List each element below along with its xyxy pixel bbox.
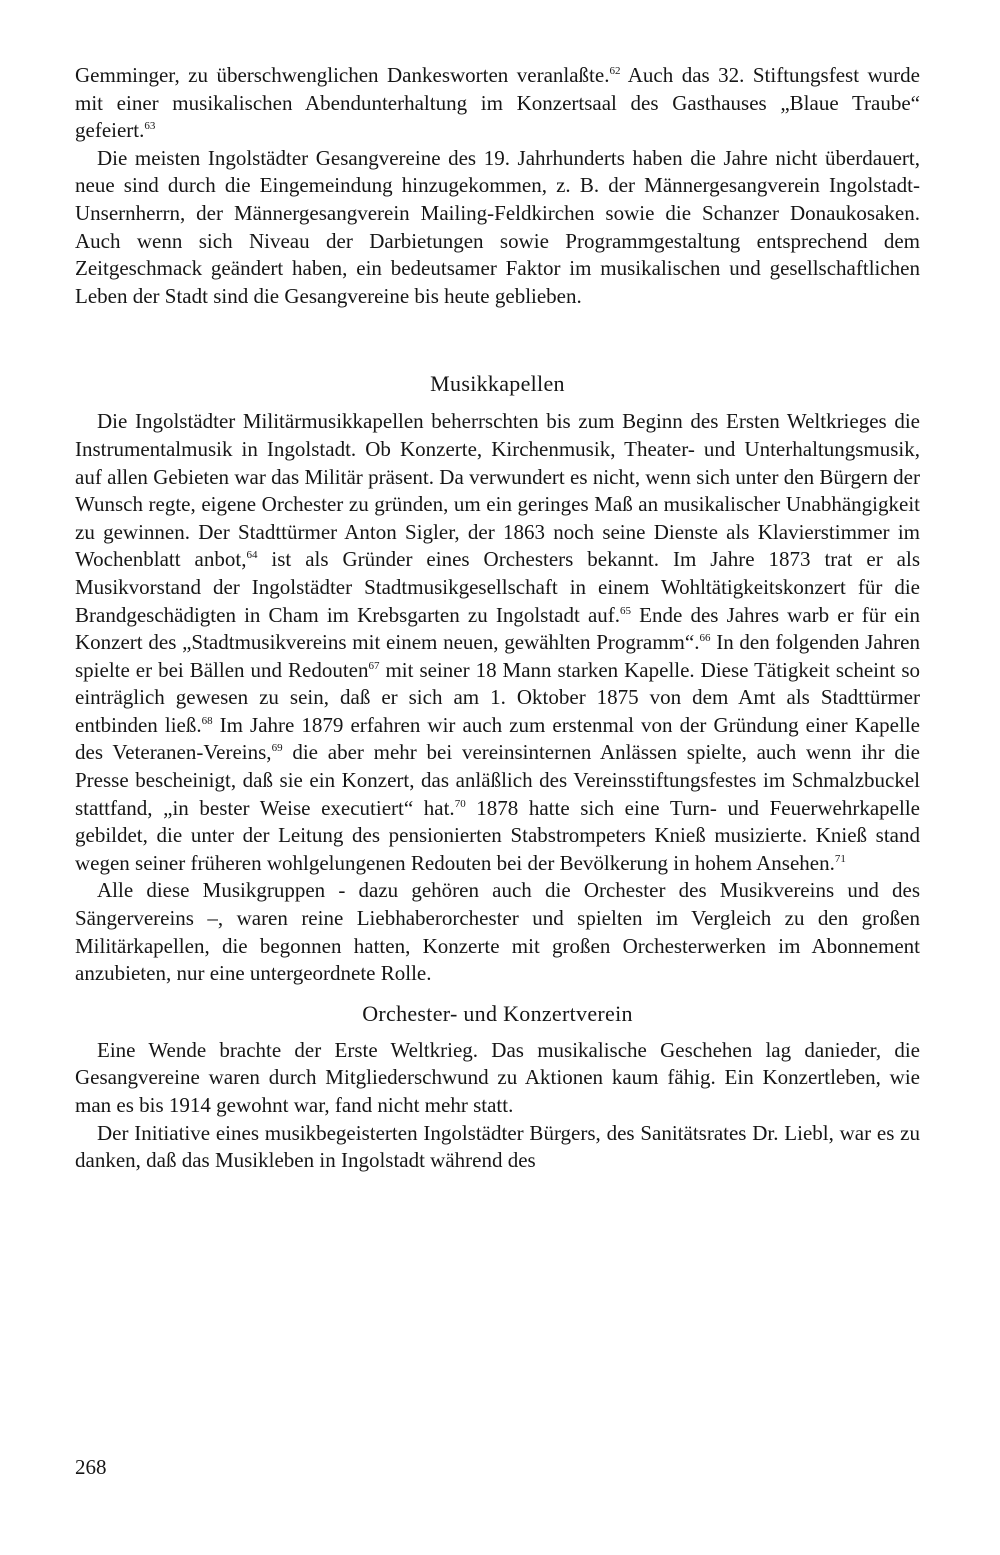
footnote-ref: 65 [620, 604, 632, 617]
text-run: ist als Gründer eines Orchesters bekannt. Im Jahre 1873 trat er als Musikvorstand der Ingolstädter Stadtmusikgesellschaft in einem Wohltätigkeitskonzert für die Brandgeschädigten in Cham im Krebsgarten zu Ingolstadt auf. [75, 547, 920, 627]
text-run: mit seiner 18 Mann starken Kapelle. Diese Tätigkeit scheint so einträglich gewesen zu sein, daß er sich am 1. Oktober 1875 von dem Amt als Stadttürmer entbinden ließ. [75, 657, 920, 737]
footnote-ref: 67 [368, 659, 380, 672]
text-run: Gemminger, zu überschwenglichen Dankesworten veranlaßte. [75, 63, 610, 87]
paragraph-continuation-1 [75, 62, 920, 145]
page-number: 268 [75, 1455, 107, 1479]
text-run: Ende des Jahres warb er für ein Konzert des „Stadtmusikvereins mit einem neuen, gewählten Programm“. [75, 602, 921, 655]
text-run: 1878 hatte sich eine Turn- und Feuerwehrkapelle gebildet, die unter der Leitung des pensionierten Stabstrompeters Knieß musizierte. Knieß stand wegen seiner früheren wohlgelungenen Redouten bei der Bevölkerung in hohem Ansehen. [75, 795, 920, 875]
footnote-ref: 71 [834, 852, 846, 865]
paragraph-musikkapellen-2: Alle diese Musikgruppen - dazu gehören auch die Orchester des Musikvereins und des Sängervereins –, waren reine Liebhaberorchester und spielten im Vergleich zu den großen Militärkapellen, die begonnen hatten, Konzerte mit großen Orchesterwerken im Abonnement anzubieten, nur eine untergeordnete Rolle. [75, 878, 920, 986]
text-run: In den folgenden Jahren spielte er bei Bällen und Redouten [75, 630, 920, 682]
footnote-ref: 62 [609, 65, 621, 77]
page-body [75, 62, 920, 1175]
footnote-ref: 69 [271, 742, 283, 755]
text-run: die aber mehr bei vereinsinternen Anlässen spielte, auch wenn ihr die Presse bescheinigt, daß sie ein Konzert, das anläßlich des Vereinsstiftungsfestes im Schmalzbuckel stattfand, „in bester Weise executiert“ hat. [75, 740, 921, 820]
text-run: Im Jahre 1879 erfahren wir auch zum erstenmal von der Gründung einer Kapelle des Veteranen-Vereins, [75, 712, 920, 765]
footnote-ref: 66 [699, 632, 711, 645]
paragraph-orchester-1: Eine Wende brachte der Erste Weltkrieg. Das musikalische Geschehen lag danieder, die Gesangvereine waren durch Mitgliederschwund zu Aktionen kaum fähig. Ein Konzertleben, wie man es bis 1914 gewohnt war, fand nicht mehr statt. [75, 1037, 920, 1117]
section-heading-orchester-konzertverein: Orchester- und Konzertverein [362, 1000, 633, 1026]
paragraph-musikkapellen-1 [75, 408, 920, 877]
paragraph-continuation-2: Die meisten Ingolstädter Gesangvereine des 19. Jahrhunderts haben die Jahre nicht überdauert, neue sind durch die Eingemeindung hinzugekommen, z. B. der Männergesangverein Ingolstadt-Unsernherrn, der Männergesangverein Mailing-Feldkirchen sowie die Schanzer Donaukosaken. Auch wenn sich Niveau der Darbietungen sowie Programmgestaltung entsprechend dem Zeitgeschmack geändert haben, ein bedeutsamer Faktor im musikalischen und gesellschaftlichen Leben der Stadt sind die Gesangvereine bis heute geblieben. [75, 145, 920, 308]
footnote-ref: 68 [201, 714, 213, 727]
text-run: Die Ingolstädter Militärmusikkapellen beherrschten bis zum Beginn des Ersten Weltkrieges die Instrumentalmusik in Ingolstadt. Ob Konzerte, Kirchenmusik, Theater- und Unterhaltungsmusik, auf allen Gebieten war das Militär präsent. Da verwundert es nicht, wenn sich unter den Bürgern der Wunsch regte, eigene Orchester zu gründen, um ein geringes Maß an musikalischer Unabhängigkeit zu gewinnen. Der Stadttürmer Anton Sigler, der 1863 noch seine Dienste als Klavierstimmer im Wochenblatt anbot, [75, 409, 920, 572]
paragraph-orchester-2: Der Initiative eines musikbegeisterten Ingolstädter Bürgers, des Sanitätsrates Dr. Liebl, war es zu danken, daß das Musikleben in Ingolstadt während des [75, 1120, 920, 1173]
footnote-ref: 64 [246, 549, 258, 562]
footnote-ref: 70 [454, 797, 466, 810]
footnote-ref: 63 [144, 120, 156, 133]
section-heading-musikkapellen: Musikkapellen [430, 371, 565, 397]
text-run: Auch das 32. Stiftungsfest wurde mit einer musikalischen Abendunterhaltung im Konzertsaal des Gasthauses „Blaue Traube“ gefeiert. [75, 63, 920, 143]
